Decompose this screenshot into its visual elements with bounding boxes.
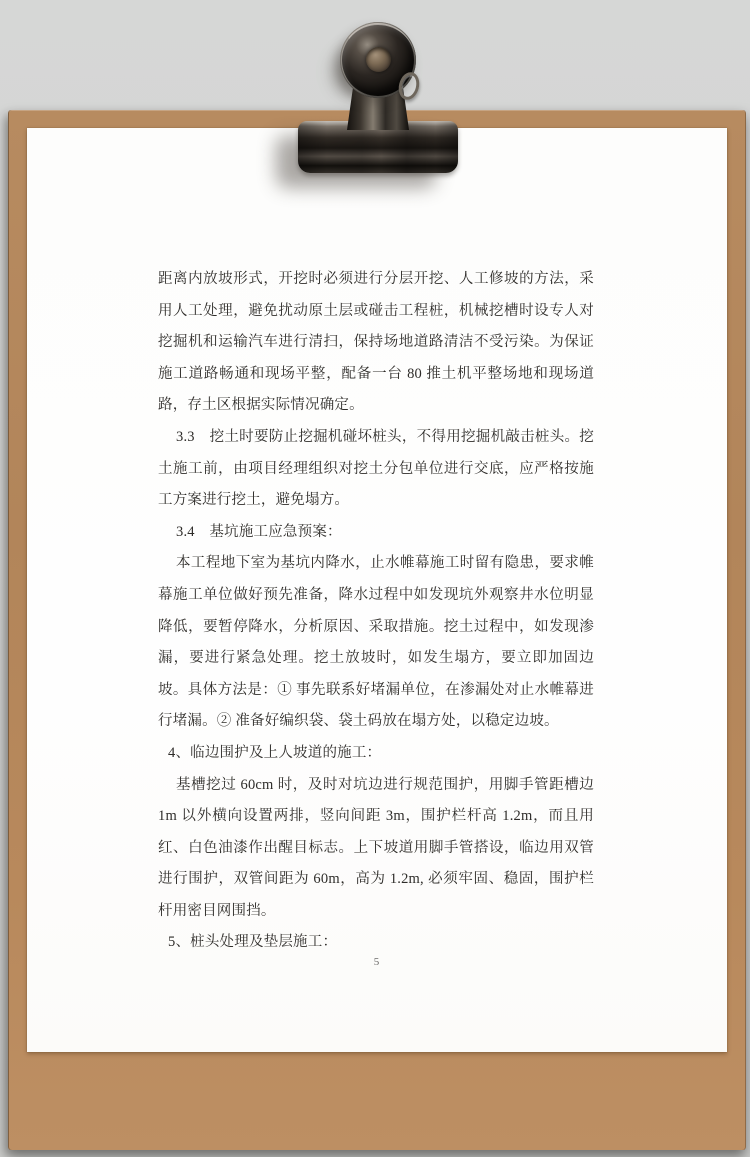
document-text-block (158, 264, 594, 959)
paragraph-section-3-3: 3.3 挖土时要防止挖掘机碰坏桩头，不得用挖掘机敲击桩头。挖土施工前，由项目经理组织对挖土分包单位进行交底，应严格按施工方案进行挖土，避免塌方。 (158, 428, 594, 509)
paragraph-section-4: 基槽挖过 60cm 时，及时对坑边进行规范围护，用脚手管距槽边 1m 以外横向设置两排，竖向间距 3m，围护栏杆高 1.2m，而且用红、白色油漆作出醒目标志。上下坡道用脚手管搭设，临边用双管进行围护，双管间距为 60m，高为 1.2m, 必须牢固、稳固，围护栏杆用密目网围挡。 (158, 776, 594, 919)
document-page (27, 128, 727, 1052)
heading-section-4: 4、临边围护及上人坡道的施工： (168, 744, 382, 761)
page-number: 5 (373, 956, 381, 968)
paragraph-emergency-plan: 本工程地下室为基坑内降水，止水帷幕施工时留有隐患，要求帷幕施工单位做好预先准备，降水过程中如发现坑外观察井水位明显降低，要暂停降水，分析原因、采取措施。挖土过程中，如发现渗漏，要进行紧急处理。挖土放坡时，如发生塌方，要立即加固边坡。具体方法是：① 事先联系好堵漏单位，在渗漏处对止水帷幕进行堵漏。② 准备好编织袋、袋土码放在塌方处，以稳定边坡。 (158, 555, 594, 730)
binder-clip-hole (366, 47, 391, 72)
paragraph-excavation-continuation: 距离内放坡形式，开挖时必须进行分层开挖、人工修坡的方法，采用人工处理，避免扰动原土层或碰击工程桩，机械挖槽时设专人对挖掘机和运输汽车进行清扫，保持场地道路清洁不受污染。为保证施工道路畅通和现场平整，配备一台 80 推土机平整场地和现场道路，存土区根据实际情况确定。 (158, 271, 594, 414)
heading-section-5: 5、桩头处理及垫层施工： (168, 934, 338, 951)
heading-section-3-4: 3.4 基坑施工应急预案： (176, 523, 342, 540)
